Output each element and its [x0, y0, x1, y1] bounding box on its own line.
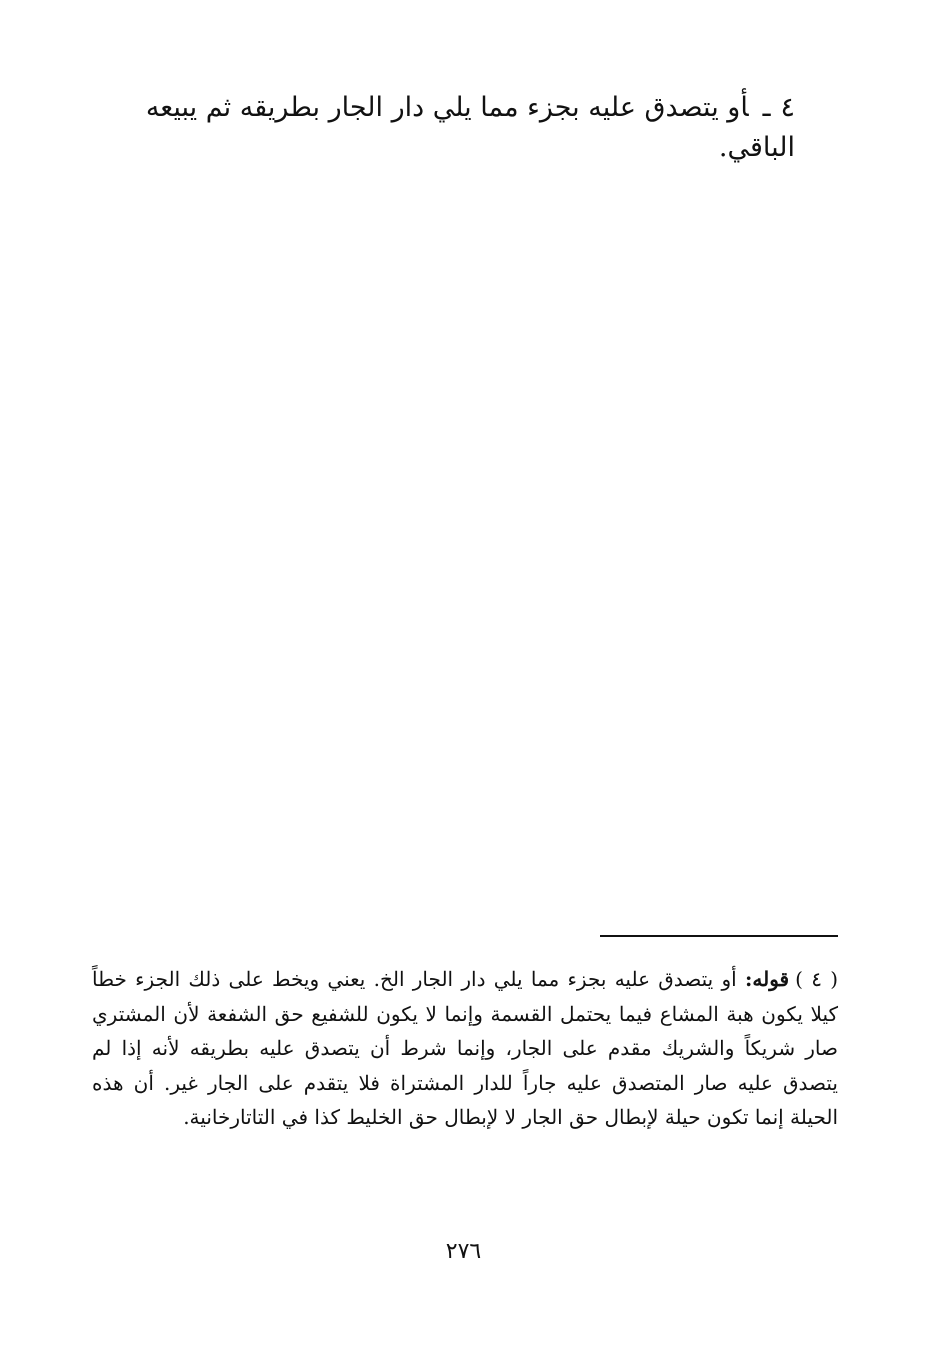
footnote-marker: ( ٤ ) — [795, 967, 839, 991]
footnote-body: أو يتصدق عليه بجزء مما يلي دار الجار الخ. يعني ويخط على ذلك الجزء خطاً كيلا يكون هبة المشاع فيما يحتمل القسمة وإنما لا يكون للشفيع حق الشفعة لأن المشتري صار شريكاً والشريك مقدم على الجار، وإنما شرط أن يتصدق عليه بطريقه لأنه إذا لم يتصدق عليه صار المتصدق عليه جاراً للدار المشتراة فلا يتقدم على الجار غير. أن هذه الحيلة إنما تكون حيلة لإبطال حق الجار لا لإبطال حق الخليط كذا في التاتارخانية. — [92, 967, 838, 1129]
footnote — [92, 962, 838, 1135]
page-number: ٢٧٦ — [445, 1239, 482, 1264]
main-text-body: أو يتصدق عليه بجزء مما يلي دار الجار بطريقه ثم يبيعه الباقي. — [145, 92, 795, 163]
main-text-item — [95, 88, 795, 168]
item-number: ٤ — [780, 92, 795, 123]
footnote-lead: قوله: — [745, 967, 790, 991]
item-dash: ـ — [762, 92, 771, 123]
footnote-separator — [600, 935, 838, 937]
